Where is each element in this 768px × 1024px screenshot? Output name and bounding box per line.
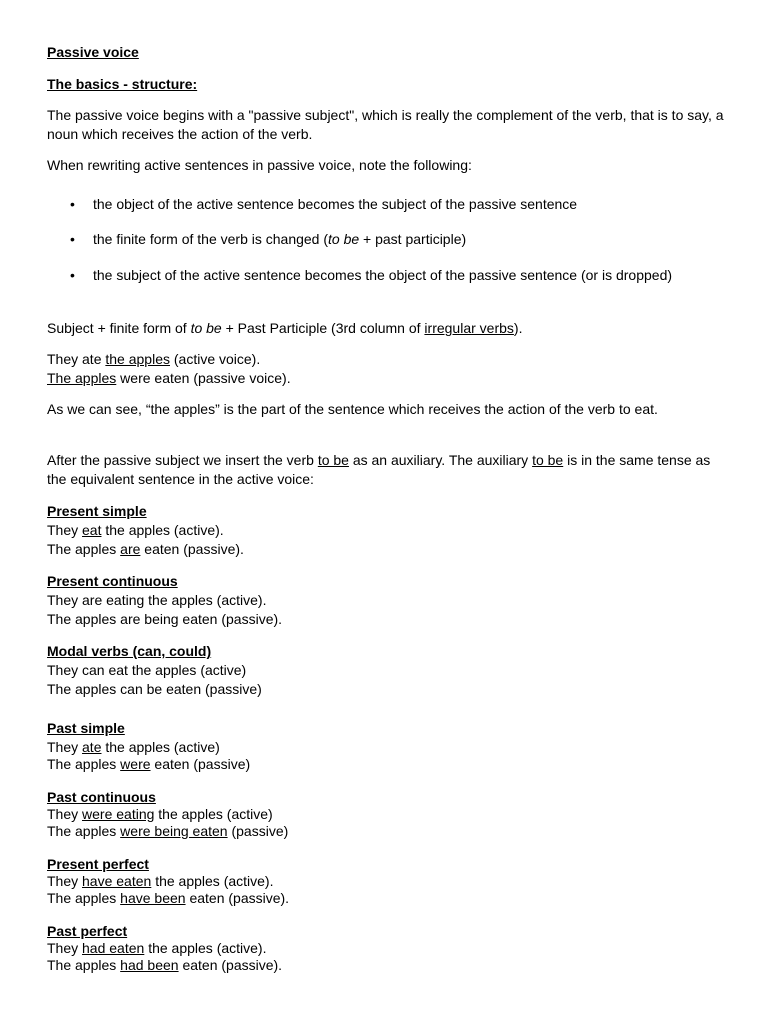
past-continuous-passive: The apples were being eaten (passive) [47,823,289,839]
intro-paragraph: The passive voice begins with a "passive subject", which is really the complement of the verb, that is to say, a noun which receives the action of the verb. [47,107,724,142]
irregular-verbs-link[interactable]: irregular verbs [424,320,514,336]
present-continuous-passive: The apples are being eaten (passive). [47,611,283,627]
present-simple-active: They eat the apples (active). [47,522,224,538]
bullet-dot-icon: • [70,231,75,247]
heading-past-simple: Past simple [47,720,125,736]
past-simple-active: They ate the apples (active) [47,739,220,755]
past-continuous-active: They were eating the apples (active) [47,806,273,822]
present-perfect-active: They have eaten the apples (active). [47,873,274,889]
rewrite-note: When rewriting active sentences in passive voice, note the following: [47,157,472,173]
past-perfect-passive: The apples had been eaten (passive). [47,957,283,973]
formula-line: Subject + finite form of to be + Past Participle (3rd column of irregular verbs). [47,320,523,336]
auxiliary-paragraph: After the passive subject we insert the verb to be as an auxiliary. The auxiliary to be is in the same tense as the equivalent sentence in the active voice: [47,452,711,487]
heading-present-perfect: Present perfect [47,856,149,872]
heading-past-perfect: Past perfect [47,923,128,939]
bullet-dot-icon: • [70,267,75,283]
modal-passive: The apples can be eaten (passive) [47,681,262,697]
past-perfect-active: They had eaten the apples (active). [47,940,267,956]
present-simple-passive: The apples are eaten (passive). [47,541,244,557]
bullet-dot-icon: • [70,196,75,212]
page-title: Passive voice [47,44,139,60]
past-simple-passive: The apples were eaten (passive) [47,756,251,772]
bullet-item-3: the subject of the active sentence becomes the object of the passive sentence (or is dropped) [93,267,673,283]
bullet-item-2: the finite form of the verb is changed (to be + past participle) [93,231,467,247]
modal-active: They can eat the apples (active) [47,662,247,678]
present-perfect-passive: The apples have been eaten (passive). [47,890,290,906]
present-continuous-active: They are eating the apples (active). [47,592,267,608]
heading-past-continuous: Past continuous [47,789,156,805]
heading-modal-verbs: Modal verbs (can, could) [47,643,212,659]
explanation-paragraph: As we can see, “the apples” is the part of the sentence which receives the action of the verb to eat. [47,401,658,417]
section-heading-basics: The basics - structure: [47,76,198,92]
example-passive: The apples were eaten (passive voice). [47,370,291,386]
heading-present-continuous: Present continuous [47,573,178,589]
bullet-item-1: the object of the active sentence becomes the subject of the passive sentence [93,196,578,212]
example-active: They ate the apples (active voice). [47,351,261,367]
heading-present-simple: Present simple [47,503,147,519]
